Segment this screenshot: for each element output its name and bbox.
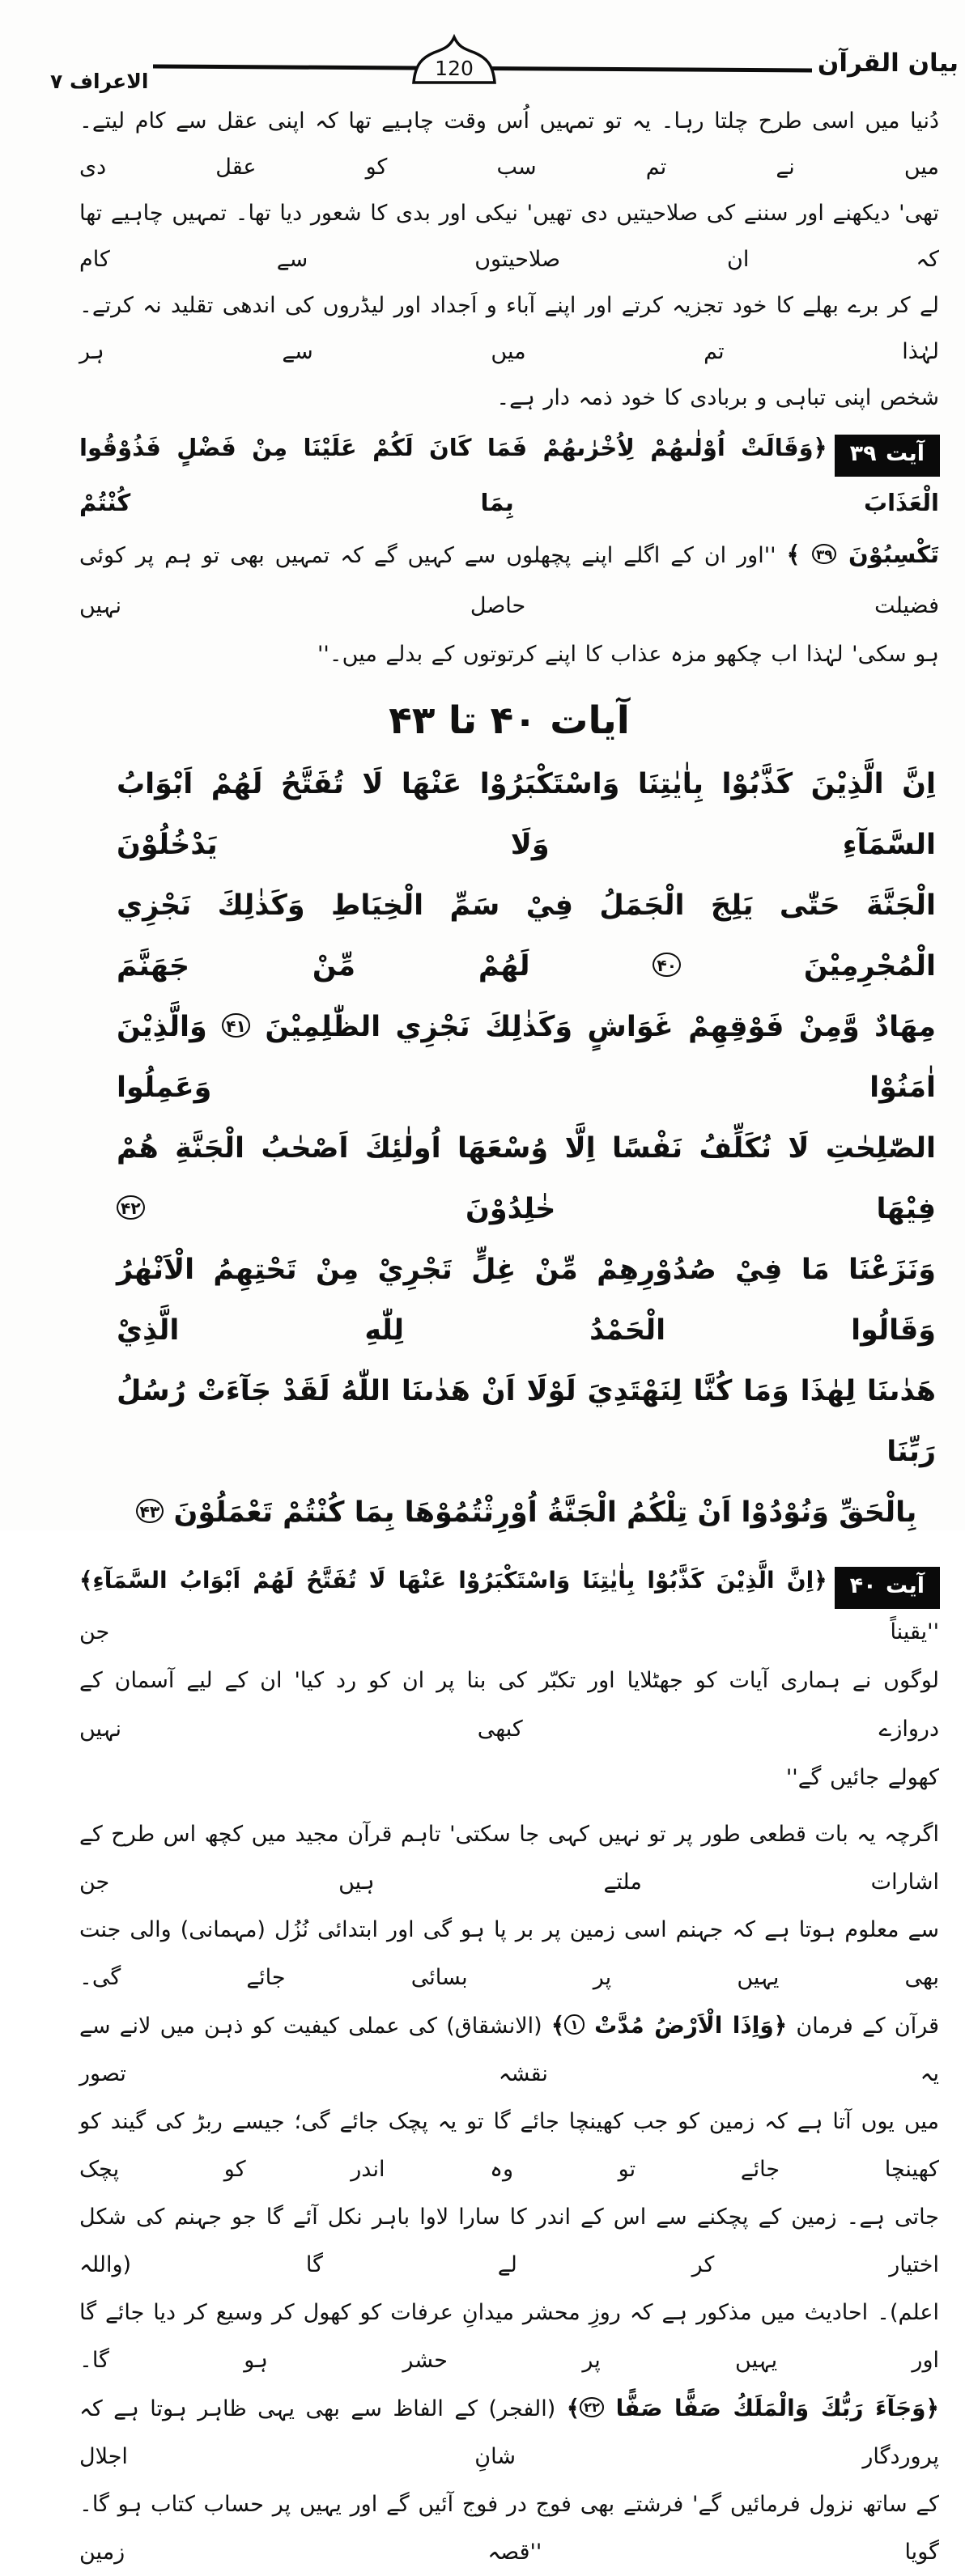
text-line: اعلم)۔ احادیث میں مذکور ہے کہ روزِ محشر میدانِ عرفات کو کھول کر وسیع کر دیا جائے گا اور یہیں پر حشر ہو گا۔ bbox=[79, 2299, 939, 2373]
arabic-verse-text: تَكْسِبُوْنَ ۳۹ ﴾ bbox=[786, 540, 939, 568]
ayah-number: ۴۰ bbox=[653, 953, 681, 977]
book-title: بیان القرآن bbox=[817, 49, 959, 78]
surah-label: الاعراف ٧ bbox=[50, 70, 149, 93]
quran-verse-line: مِهَادٌ وَّمِنْ فَوْقِهِمْ غَوَاشٍ وَكَذٰلِكَ نَجْزِي الظّٰلِمِيْنَ ۴۱ وَالَّذِيْنَ اٰمَنُوْا وَعَمِلُوا bbox=[117, 1010, 937, 1104]
page-content bbox=[0, 93, 965, 2576]
ayah-number: ۳۹ bbox=[812, 544, 837, 564]
page-number-dome-ornament bbox=[410, 36, 498, 83]
urdu-text: (الانشقاق) کی عملی کیفیت کو ذہن میں لانے سے یہ نقشہ تصور bbox=[79, 2013, 939, 2086]
quran-verses-block bbox=[117, 754, 936, 1543]
text-line: سے معلوم ہوتا ہے کہ جہنم اسی زمین پر بر پا ہو گی اور ابتدائی نُزُل (مہمانی) والی جنت بھی یہیں پر بسائی جائے گی۔ bbox=[79, 1916, 939, 1990]
text-line: شخص اپنی تباہی و بربادی کا خود ذمہ دار ہے۔ bbox=[496, 385, 939, 410]
quran-verse-line: الصّٰلِحٰتِ لَا نُكَلِّفُ نَفْسًا اِلَّا وُسْعَهَا اُولٰئِكَ اَصْحٰبُ الْجَنَّةِ هُمْ فِيْهَا خٰلِدُوْنَ ۴۲ bbox=[117, 1131, 936, 1225]
quran-verse-line: الْجَنَّةَ حَتّٰى يَلِجَ الْجَمَلُ فِيْ سَمِّ الْخِيَاطِ وَكَذٰلِكَ نَجْزِي الْمُجْرِمِيْنَ ۴۰ لَهُمْ مِّنْ جَهَنَّمَ bbox=[117, 889, 936, 982]
text-line: تھی' دیکھنے اور سننے کی صلاحیتیں دی تھیں' نیکی اور بدی کا شعور دیا تھا۔ تمہیں چاہیے تھا کہ ان صلاحیتوں سے کام bbox=[79, 201, 939, 272]
urdu-text: قرآن کے فرمان bbox=[796, 2013, 940, 2039]
ayat-39-mixed-line bbox=[79, 529, 939, 631]
urdu-text: (الفجر) کے الفاظ سے بھی یہی ظاہر ہوتا ہے کہ پروردگار شانِ اجلال bbox=[79, 2396, 939, 2469]
quran-verse-line: هَدٰىنَا لِهٰذَا وَمَا كُنَّا لِنَهْتَدِيَ لَوْلَا اَنْ هَدٰىنَا اللّٰهُ لَقَدْ جَآءَتْ رُسُلُ رَبِّنَا bbox=[117, 1374, 936, 1468]
intro-paragraph bbox=[79, 98, 939, 421]
arabic-verse-text: ﴿اِنَّ الَّذِيْنَ كَذَّبُوْا بِاٰيٰتِنَا وَاسْتَكْبَرُوْا عَنْهَا لَا تُفَتَّحُ لَهُمْ اَبْوَابُ السَّمَآءِ﴾ bbox=[79, 1566, 827, 1594]
ayat-39-verse-line bbox=[79, 421, 939, 529]
urdu-translation-line: ہو سکی' لہٰذا اب چکھو مزہ عذاب کا اپنے کرتوتوں کے بدلے میں۔'' bbox=[317, 641, 939, 667]
text-line: میں یوں آتا ہے کہ زمین کو جب کھینچا جائے گا تو یہ پچک جائے گی؛ جیسے ربڑ کی گیند کو کھینچا جائے تو وہ اندر کو پچک bbox=[79, 2108, 939, 2182]
text-line bbox=[79, 2384, 939, 2481]
ayah-number: ۴۳ bbox=[136, 1499, 164, 1523]
quran-verse-line: بِالْحَقِّ وَنُوْدُوْا اَنْ تِلْكُمُ الْجَنَّةُ اُوْرِثْتُمُوْهَا بِمَا كُنْتُمْ تَعْمَلُوْنَ ۴۳ bbox=[117, 1483, 936, 1543]
arabic-verse-text: ﴿وَقَالَتْ اُوْلٰىهُمْ لِاُخْرٰىهُمْ فَمَا كَانَ لَكُمْ عَلَيْنَا مِنْ فَضْلٍ فَذُوْقُوا الْعَذَابَ بِمَا كُنْتُمْ bbox=[79, 434, 939, 516]
ayah-number: ۴۲ bbox=[117, 1195, 145, 1220]
header-rule bbox=[153, 45, 812, 87]
urdu-translation-text: ''اور ان کے اگلے اپنے پچھلوں سے کہیں گے کہ تمہیں بھی تو ہم پر کوئی فضیلت حاصل نہیں bbox=[79, 542, 939, 618]
ayat-40-badge: آیت ۴۰ bbox=[835, 1568, 939, 1608]
section-heading: آیات ۴۰ تا ۴۳ bbox=[389, 698, 630, 743]
ayat-40-section bbox=[79, 1556, 939, 1802]
text-line: اگرچہ یہ بات قطعی طور پر تو نہیں کہی جا سکتی' تاہم قرآن مجید میں کچھ اس طرح کے اشارات ملتے ہیں جن bbox=[79, 1821, 939, 1895]
arabic-quote-text: ﴿وَاِذَا الْاَرْضُ مُدَّتْ ۱﴾ bbox=[551, 2011, 788, 2039]
text-line: کے ساتھ نزول فرمائیں گے' فرشتے بھی فوج در فوج آئیں گے اور یہیں پر حساب کتاب ہو گا۔ گویا ''قصہ زمین bbox=[79, 2491, 939, 2565]
text-line: جاتی ہے۔ زمین کے پچکنے سے اس کے اندر کا سارا لاوا باہر نکل آئے گا جو جہنم کی شکل اختیار کر لے گا (واللہ bbox=[79, 2204, 939, 2277]
page-number: 120 bbox=[435, 57, 474, 80]
text-line: دُنیا میں اسی طرح چلتا رہا۔ یہ تو تمہیں اُس وقت چاہیے تھا کہ اپنی عقل سے کام لیتے۔ میں نے تم سب کو عقل دی bbox=[79, 108, 939, 180]
ayat-39-section bbox=[79, 421, 939, 677]
urdu-translation-line: کھولے جائیں گے'' bbox=[785, 1764, 939, 1790]
commentary-paragraph bbox=[79, 1810, 939, 2576]
text-line bbox=[79, 2001, 939, 2098]
ayah-number: ۱ bbox=[564, 2014, 584, 2034]
quran-verse-line: اِنَّ الَّذِيْنَ كَذَّبُوْا بِاٰيٰتِنَا وَاسْتَكْبَرُوْا عَنْهَا لَا تُفَتَّحُ لَهُمْ اَبْوَابُ السَّمَآءِ وَلَا يَدْخُلُوْنَ bbox=[117, 767, 936, 861]
quran-verse-line: وَنَزَعْنَا مَا فِيْ صُدُوْرِهِمْ مِّنْ غِلٍّ تَجْرِيْ مِنْ تَحْتِهِمُ الْاَنْهٰرُ وَقَالُوا الْحَمْدُ لِلّٰهِ الَّذِيْ bbox=[117, 1253, 936, 1347]
page-header bbox=[0, 0, 965, 93]
ayah-number: ۴۱ bbox=[222, 1013, 250, 1038]
arabic-quote-text: ﴿وَجَآءَ رَبُّكَ وَالْمَلَكُ صَفًّا صَفًّا ۲۲﴾ bbox=[566, 2394, 939, 2421]
text-line: لے کر برے بھلے کا خود تجزیہ کرتے اور اپنے آباء و اَجداد اور لیڈروں کی اندھی تقلید نہ کرتے۔ لہٰذا تم میں سے ہر bbox=[79, 293, 939, 364]
ayat-39-badge: آیت ۳۹ bbox=[835, 435, 939, 476]
urdu-translation-text: ''یقیناً جن bbox=[79, 1619, 939, 1644]
ayah-number: ۲۲ bbox=[580, 2397, 604, 2417]
urdu-translation-line: لوگوں نے ہماری آیات کو جھٹلایا اور تکبّر کی بنا پر ان کو رد کیا' ان کے لیے آسمان کے دروازے کبھی نہیں bbox=[79, 1667, 939, 1742]
ayat-40-verse-line bbox=[79, 1556, 939, 1657]
